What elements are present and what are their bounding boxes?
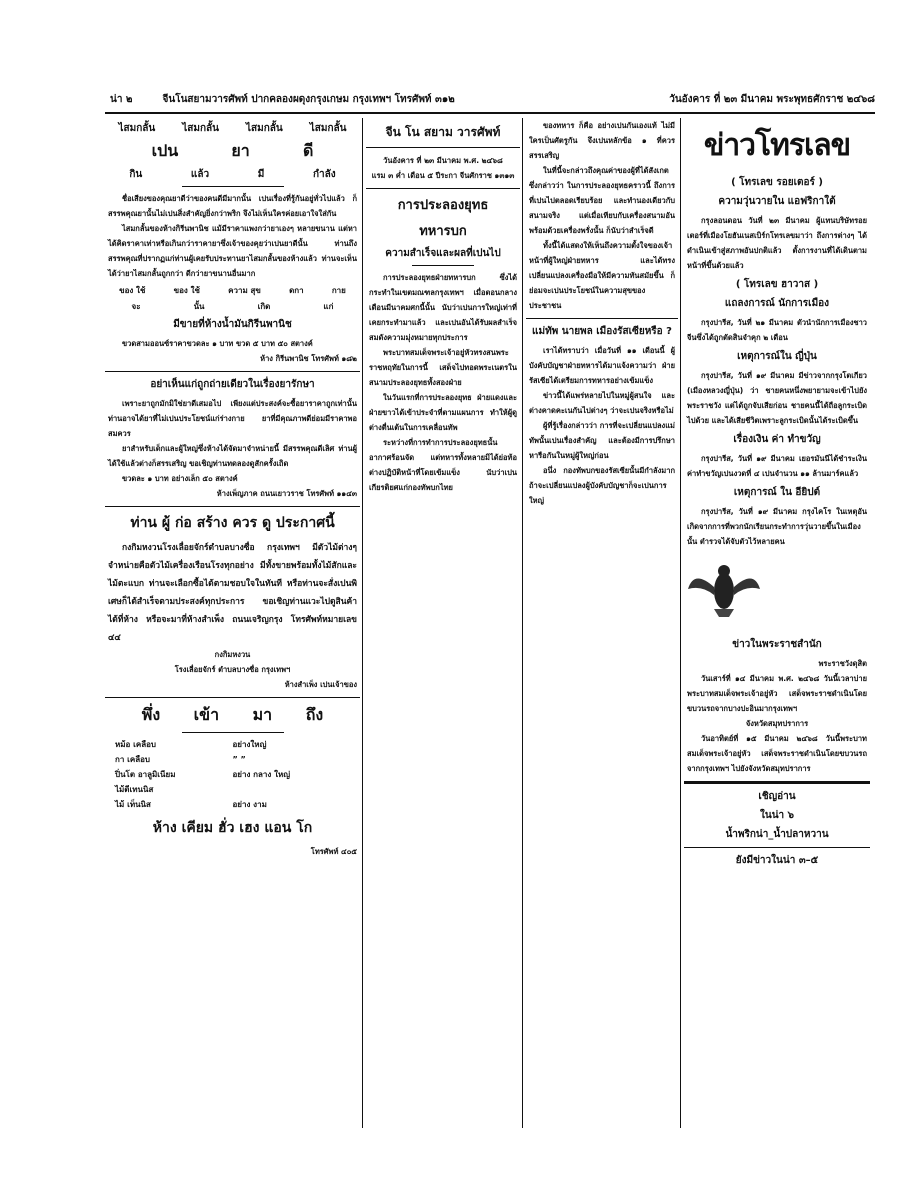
ad-tag: ไสมกลั้น [246, 123, 283, 134]
column-divider [522, 118, 523, 1128]
product-name: ปิ่นโต อาลูมิเนียม [115, 770, 176, 779]
divider [412, 265, 474, 266]
product-name: ไม้ เท็นนิส [115, 800, 151, 809]
header-rule [105, 112, 875, 114]
editorial-title: ทหารบก [419, 224, 467, 239]
ad-subline-word: กำลัง [312, 169, 336, 180]
ad-new-arrivals [105, 703, 360, 859]
ad-smokelan [105, 121, 360, 366]
ad-signature: โรงเลื่อยจักร์ ตำบลบางซื่อ กรุงเทพฯ [174, 665, 291, 674]
divider [684, 847, 870, 848]
ad-subline-word: มี [257, 169, 265, 180]
editorial-date: วันอังคาร ที่ ๒๓ มีนาคม พ.ศ. ๒๔๖๘ [383, 156, 503, 165]
shop-name: ห้าง เคียม ฮั่ว เฮง แอน โก [152, 820, 313, 836]
ad-price: ขวดสามออนซ์ราคาขวดละ ๑ บาท ขวด ๕ บาท ๕๐ สตางค์ [122, 339, 313, 348]
page-header [110, 92, 875, 107]
court-news-body: วันเสาร์ที่ ๑๔ มีนาคม พ.ศ. ๒๔๖๘ วันนี้เวลาบ่าย พระบาทสมเด็จพระเจ้าอยู่หัว เสด็จพระราชดำเนินโดยขบวนรถจากบางปะอินมากรุงเทพฯ [687, 674, 867, 713]
news-headline: เรื่องเงิน ค่า ทำขวัญ [733, 434, 821, 445]
column-news [526, 118, 678, 1130]
ad-tag: ไสมกลั้น [309, 123, 347, 134]
see-also-title[interactable]: น้ำพริกน่า_น้ำปลาหวาน [725, 829, 829, 840]
court-news-headline: ข่าวในพระราชสำนัก [732, 639, 822, 650]
news-body: กรุงปารีส, วันที่ ๑๙ มีนาคม มีข่าวจากกรุงโตเกียว (เมืองหลวงญี่ปุ่น) ว่า ชายคนหนึ่งพยายามจะเข้าไปยังพระราชวัง แต่ได้ถูกจับเสียก่อน ชายคนนี้ได้ถือลูกระเบิดไปด้วย และได้เสียชีวิตเพราะลูกระเบิดนั้นได้ระเบิดขึ้น [687, 371, 867, 425]
ad-slogan-word: เกิด [257, 302, 271, 311]
ad-headline-word: ดี [302, 141, 314, 160]
divider [105, 697, 360, 698]
ad-tag: ไสมกลั้น [118, 123, 156, 134]
ad-headline-word: ยา [231, 141, 250, 160]
divider [366, 147, 520, 148]
ad-title-word: ถึง [305, 705, 324, 724]
court-news-place: จังหวัดสมุทปราการ [745, 719, 809, 728]
article-title: แม่ทัพ นายพล เมืองรัสเซียหรือ ? [532, 326, 672, 337]
ad-body: กงกิมหงวนโรงเลื่อยจักร์ตำบลบางซื่อ กรุงเทพฯ มีตัวไม้ต่างๆ จำหน่ายคือตัวไม้เครื่องเรือนโรงทุกอย่าง มีทั้งขายพร้อมทั้งไม้สักและไม้ตะแบก ท่านจะเลือกซื้อได้ตามชอบใจในทันที หรือท่านจะสั่งเปนพิเศษก็ได้สำเร็จตามประสงค์ทุกประการ ขอเชิญท่านแวะไปดูสินค้าได้ที่ห้าง หรือจะมาที่ห้างสำเพ็ง ถนนเจริญกรุง โทรศัพท์หมายเลข ๔๔ [108, 543, 357, 643]
telegram-news-masthead: ข่าวโทรเลข [703, 128, 851, 163]
paper-address-line: จีนโนสยามวารศัพท์ ปากคลองผดุงกรุงเกษม กรุงเทพฯ โทรศัพท์ ๓๑๒ [162, 94, 455, 105]
ad-slogan-word: กาย [331, 286, 346, 295]
column-ads [105, 118, 360, 1130]
divider [105, 506, 360, 507]
ad-title-word: พึ่ง [141, 705, 161, 724]
news-body: กรุงปารีส, วันที่ ๑๙ มีนาคม กรุงไคโร ในเหตุอันเกิดจากการที่พวกนักเรียนกระทำการวุ่นวายขึ้นในเมืองนั้น ตำรวจได้จับตัวไว้หลายคน [687, 507, 867, 546]
ad-subline-word: กิน [129, 169, 143, 180]
product-size: อย่าง งาม [232, 800, 267, 809]
editorial-body: ระหว่างที่การทำการประลองยุทธนั้น อากาศร้อนจัด แต่ทหารทั้งหลายมิได้ย่อท้อ ต่างปฏิบัติหน้าที่โดยเข้มแข็ง นับว่าเปนเกียรติยศแก่กองทัพบกไทย [369, 438, 517, 492]
product-size: ” ” [232, 755, 246, 764]
ad-slogan-word: แก่ [323, 302, 334, 311]
news-headline: ความวุ่นวายใน แอฟริกาใต้ [718, 196, 836, 207]
divider [684, 781, 870, 784]
ad-tag: ไสมกลั้น [182, 123, 219, 134]
ad-seller: มีขายที่ห้างน้ำมันกิรีนพานิช [173, 319, 292, 330]
product-size [233, 782, 351, 797]
column-editorial [366, 118, 520, 1130]
editorial-lunar-date: แรม ๓ ค่ำ เดือน ๕ ปีระกา จีนศักราช ๑๓๑๓ [371, 171, 515, 180]
news-headline: เหตุการณ์ใน ญี่ปุ่น [737, 351, 817, 362]
editorial-body: พระบาทสมเด็จพระเจ้าอยู่หัวทรงสนพระราชหฤทัยในการนี้ เสด็จไปทอดพระเนตรในสนามประลองยุทธทั้งสองฝ่าย [369, 348, 517, 387]
ad-body: ไสมกลั้นของห้างกิรีนพานิช แม้มีราคาแพงกว่ายาเองๆ หลายขนาน แต่หาได้คิดราคาเท่าหรือเกินกว่าราคายาซึ่งเจ้าของคุยว่าเปนยาดีนั้น ท่านถึงสรรพคุณที่ปรากฏแก่ท่านผู้เคยรับประทานยาไสมกลั้นของห้างแล้ว ท่านจะเห็นได้ว่ายาไสมกลั้นถูกกว่า ดีกว่ายาขนานอื่นมาก [108, 224, 357, 278]
article-title: อย่าเห็นแก่ถูกถ่ายเดียวในเรื่องยารักษา [150, 379, 315, 390]
ad-slogan-word: ของ ใช้ [173, 286, 200, 295]
article-footer: ห้างเพ็ญภาค ถนนเยาวราช โทรศัพท์ ๑๑๔๓ [216, 489, 357, 498]
article-body: ทั้งนี้ได้แสดงให้เห็นถึงความตั้งใจของเจ้าหน้าที่ผู้ใหญ่ฝ่ายทหาร และได้ทรงเปลี่ยนแปลงเครื่องมือให้มีความทันสมัยขึ้น ก็ย่อมจะเปนประโยชน์ในความสุขของประชาชน [529, 241, 675, 310]
see-also-label: เชิญอ่าน [758, 791, 796, 802]
ad-slogan-word: ของ ใช้ [119, 286, 146, 295]
ad-slogan-word: ความ สุข [228, 286, 261, 295]
ad-signature: กงกิมหงวน [214, 650, 251, 659]
ad-sawmill [105, 512, 360, 692]
ad-slogan-word: นั้น [193, 302, 205, 311]
article-body: ข่าวนี้ได้แพร่หลายไปในหมู่ผู้สนใจ และต่างคาดคะเนกันไปต่างๆ ว่าจะเปนจริงหรือไม่ [529, 391, 675, 415]
ad-headline-word: เปน [151, 141, 179, 160]
article-body: ขวดละ ๑ บาท อย่างเล็ก ๕๐ สตางค์ [122, 474, 238, 483]
ad-title-word: เข้า [193, 705, 220, 724]
product-list [115, 737, 350, 812]
news-headline: แถลงการณ์ นักการเมือง [724, 298, 830, 309]
column-divider [362, 118, 363, 1128]
article-body: เราได้ทราบว่า เมื่อวันที่ ๑๑ เดือนนี้ ผู้บังคับบัญชาฝ่ายทหารได้มาแจ้งความว่า ฝ่ายรัสเซียได้เตรียมการทหารอย่างเข้มแข็ง [529, 346, 675, 385]
paper-masthead: จีน โน สยาม วารศัพท์ [385, 125, 501, 139]
product-size: อย่างใหญ่ [232, 740, 267, 749]
divider [105, 371, 360, 372]
article-body: ของทหาร ก็คือ อย่างเปนกันเองแท้ ไม่มีใครเป็นศัตรูกัน จึงเปนหลักข้อ ๑ ที่ควรสรรเสริญ [529, 121, 675, 160]
ad-title-word: มา [252, 705, 273, 724]
news-source: ( โทรเลข รอยเตอร์ ) [731, 177, 823, 188]
ad-subline-word: แล้ว [190, 169, 210, 180]
column-divider [680, 118, 681, 1128]
ad-title: ท่าน ผู้ ก่อ สร้าง ควร ดู ประกาศนี้ [130, 515, 335, 531]
news-body: กรุงปารีส, วันที่ ๒๑ มีนาคม ตัวนำนักการเมืองชาวจีนซึ่งได้ถูกตัดสินจำคุก ๒ เดือน [687, 318, 867, 342]
shop-phone: โทรศัพท์ ๔๐๕ [310, 847, 357, 856]
divider [366, 188, 520, 189]
product-name: หม้อ เคลือบ [115, 740, 157, 749]
see-also-page[interactable]: ในน่า ๖ [760, 810, 794, 821]
ad-slogan-word: จะ [131, 302, 141, 311]
page-number: น่า ๒ [110, 94, 133, 105]
product-size: อย่าง กลาง ใหญ่ [232, 770, 291, 779]
article-body: อนึ่ง กองทัพบกของรัสเซียนั้นมีกำลังมาก ถ้าจะเปลี่ยนแปลงผู้บังคับบัญชาก็จะเปนการใหญ่ [529, 466, 675, 505]
ad-body: ชื่อเสียงของคุณยาดีว่าของคนดีมีมากนั้น เปนเรื่องที่รู้กันอยู่ทั่วไปแล้ว ก็สรรพคุณยานั้นไม่เปนสิ่งสำคัญยิ่งกว่าพริก จึงไม่เห็นใครค่อยเอาใจใส่กัน [108, 194, 357, 218]
article-body: ในที่นี้จะกล่าวถึงคุณค่าของผู้ที่ได้สังเกต ซึ่งกล่าวว่า ในการประลองยุทธคราวนี้ ถึงการที่เปนไปตลอดเรียบร้อย และทำนองเดียวกับสนามจริง แต่เมื่อเทียบกับเครื่องสนามอันพร้อมด้วยเครื่องพรั่งนั้น ก็นับว่าสำเร็จดี [529, 166, 675, 235]
ad-footer: ห้าง กิรีนพานิช โทรศัพท์ ๑๘๒ [260, 354, 357, 363]
issue-date: วันอังคาร ที่ ๒๓ มีนาคม พระพุทธศักราช ๒๔๖๘ [669, 94, 875, 105]
article-medicine [105, 377, 360, 501]
news-body: กรุงลอนดอน วันที่ ๒๓ มีนาคม ผู้แทนบริษัทรอยเตอร์ที่เมืองโยฮันเนสเบิร์กโทรเลขมาว่า ถึงการต่างๆ ได้ดำเนินเข้าสู่สภาพอันปกติแล้ว ตั้งการงานที่ได้เดินตามหน้าที่ขึ้นด้วยแล้ว [687, 216, 867, 270]
column-telegrams [684, 118, 870, 1130]
product-name: ไม้ตีเทนนิส [115, 785, 154, 794]
article-body: เพราะยาถูกมักมิใช่ยาดีเสมอไป เพียงแต่ประสงค์จะซื้อยาราคาถูกเท่านั้น ท่านอาจได้ยาที่ไม่เปนประโยชน์แก่ร่างกาย ยาที่มีคุณภาพดีย่อมมีราคาพอสมควร [108, 399, 357, 438]
garuda-emblem-icon [684, 559, 764, 619]
ad-signature: ห้างสำเพ็ง เปนเจ้าของ [284, 680, 357, 689]
ad-slogan-word: ดกา [289, 286, 304, 295]
divider [526, 318, 678, 319]
article-body: ยาสำหรับเด็กและผู้ใหญ่ซึ่งห้างได้จัดมาจำหน่ายนี้ มีสรรพคุณดีเลิศ ท่านผู้ได้ใช้แล้วต่างก็สรรเสริญ ขอเชิญท่านทดลองดูสักครั้งเถิด [108, 444, 357, 468]
news-source: ( โทรเลข ฮาวาส ) [735, 279, 819, 290]
editorial-body: การประลองยุทธฝ่ายทหารบก ซึ่งได้กระทำในเขตมณฑลกรุงเทพฯ เมื่อตอนกลางเดือนมีนาคมศกนี้นั้น นับว่าเปนการใหญ่เท่าที่เคยกระทำมาแล้ว และเปนอันได้รับผลสำเร็จสมดังความมุ่งหมายทุกประการ [369, 273, 517, 342]
editorial-subtitle: ความสำเร็จและผลที่เปนไป [385, 248, 501, 259]
editorial-title: การประลองยุทธ [397, 198, 489, 213]
news-body: กรุงปารีส, วันที่ ๑๙ มีนาคม เยอรมันนีได้ชำระเงินค่าทำขวัญเปนงวดที่ ๔ เปนจำนวน ๑๑ ล้านมาร์คแล้ว [687, 454, 867, 478]
divider [182, 186, 284, 187]
divider [182, 732, 284, 733]
court-news-body: วันอาทิตย์ที่ ๑๕ มีนาคม ๒๔๖๘ วันนี้พระบาทสมเด็จพระเจ้าอยู่หัว เสด็จพระราชดำเนินโดยขบวนรถจากกรุงเทพฯ ไปยังจังหวัดสมุทปราการ [687, 734, 867, 773]
news-headline: เหตุการณ์ ใน อียิปต์ [733, 487, 821, 498]
article-body: ผู้ที่รู้เรื่องกล่าวว่า การที่จะเปลี่ยนแปลงแม่ทัพนั้นเปนเรื่องสำคัญ และต้องมีการปรึกษาหารือกันในหมู่ผู้ใหญ่ก่อน [529, 421, 675, 460]
editorial-body: ในวันแรกที่การประลองยุทธ ฝ่ายแดงและฝ่ายขาวได้เข้าประจำที่ตามแผนการ ทำให้ผู้ดูต่างตื่นเต้นในการเคลื่อนทัพ [369, 393, 517, 432]
court-news-place: พระราชวังดุสิต [818, 659, 867, 668]
product-name: กา เคลือบ [115, 755, 150, 764]
more-news-link[interactable]: ยังมีข่าวในน่า ๓–๕ [735, 855, 819, 866]
